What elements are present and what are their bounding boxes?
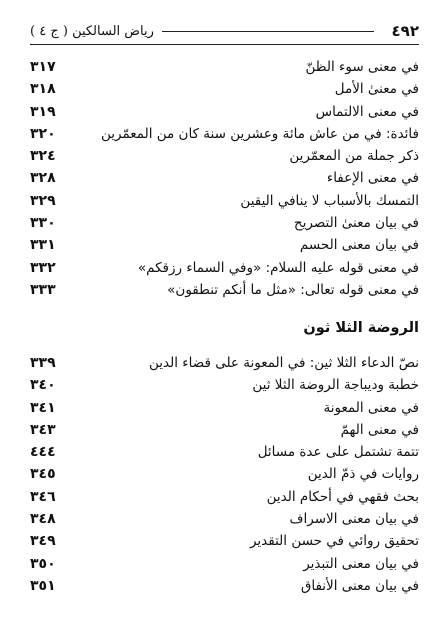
toc-entry-title: نصّ الدعاء الثلا ثين: في المعونة على قضاء الدين	[149, 355, 419, 371]
toc-entry-title: فائدة: في من عاش مائة وعشرين سنة كان من المعمّرين	[100, 125, 419, 142]
toc-entry-page: ٣٣٢	[30, 259, 56, 276]
toc-entry-page: ٣٣١	[30, 237, 56, 254]
toc-entry-page: ٤٤٤	[30, 444, 56, 461]
toc-entry-title: في معنىٰ الأمل	[334, 81, 419, 98]
toc-entry	[30, 279, 419, 301]
toc-entry-page: ٣٢٠	[30, 125, 56, 142]
toc-entry	[30, 56, 419, 78]
toc-entry-title: في بيان معنى التبذير	[303, 555, 419, 572]
section-heading: الروضة الثلا ثون	[303, 320, 419, 336]
toc-entry-title: في بيان معنىٰ التصريح	[293, 215, 419, 232]
toc-entry-title: في معنى الالتماس	[315, 103, 419, 120]
toc-entry	[30, 123, 419, 145]
toc-entry-title: بحث فقهي في أحكام الدين	[266, 488, 419, 505]
toc-entry-title: في بيان معنى الأنفاق	[300, 577, 419, 594]
toc-list-part1	[30, 56, 419, 301]
toc-entry	[30, 530, 419, 552]
page-number: ٤٩٢	[391, 22, 419, 40]
toc-entry	[30, 234, 419, 256]
toc-entry	[30, 508, 419, 530]
header-rule	[162, 31, 374, 32]
toc-entry-title: في معنى سوء الظنّ	[305, 59, 419, 75]
toc-entry-page: ٣٣٩	[30, 355, 56, 371]
toc-entry-title: في معنى الهمّ	[340, 421, 419, 438]
page-header	[30, 18, 419, 45]
toc-entry	[30, 553, 419, 575]
toc-entry	[30, 575, 419, 597]
toc-entry	[30, 145, 419, 167]
toc-entry	[30, 441, 419, 463]
toc-entry	[30, 419, 419, 441]
toc-entry-page: ٣٢٤	[30, 148, 56, 165]
toc-entry-page: ٣٤٩	[30, 533, 56, 550]
toc-entry-title: في معنى المعونة	[323, 399, 419, 416]
toc-entry-page: ٣١٨	[30, 81, 56, 98]
toc-entry-title: التمسك بالأسباب لا ينافي اليقين	[240, 192, 419, 209]
toc-entry-page: ٣٤٨	[30, 511, 56, 528]
toc-entry-page: ٣٤٠	[30, 377, 56, 394]
toc-entry-title: في معنى قوله تعالى: «مثل ما أنكم تنطقون»	[167, 281, 419, 298]
toc-entry-page: ٣٤٦	[30, 488, 56, 505]
toc-entry-page: ٣٤٣	[30, 421, 56, 438]
toc-entry	[30, 463, 419, 485]
toc-entry	[30, 101, 419, 123]
toc-entry	[30, 397, 419, 419]
toc-entry-page: ٣٣٣	[30, 281, 56, 298]
toc-entry-page: ٣٥١	[30, 577, 56, 594]
toc-entry-page: ٣٤٥	[30, 466, 56, 483]
toc-entry	[30, 212, 419, 234]
toc-entry	[30, 257, 419, 279]
toc-entry-title: في بيان معنى الحسم	[299, 237, 419, 254]
toc-entry-page: ٣٣٠	[30, 215, 56, 232]
running-title: رياض السالكين ( ج ٤ )	[30, 23, 154, 39]
toc-entry-page: ٣٢٩	[30, 192, 56, 209]
toc-entry-title: في معنى قوله عليه السلام: «وفي السماء رزقكم»	[137, 259, 419, 276]
toc-entry	[30, 78, 419, 100]
toc-entry-title: في معنى الإعفاء	[326, 170, 419, 187]
toc-entry	[30, 190, 419, 212]
toc-entry-title: ذكر جملة من المعمّرين	[289, 148, 419, 165]
toc-entry	[30, 352, 419, 374]
toc-entry-title: خطبة وديباجة الروضة الثلا ثين	[252, 377, 419, 394]
toc-entry	[30, 374, 419, 396]
toc-entry-title: روايات في ذمّ الدين	[307, 466, 419, 483]
toc-entry-page: ٣٤١	[30, 399, 56, 416]
toc-entry	[30, 167, 419, 189]
toc-entry-page: ٣٢٨	[30, 170, 56, 187]
toc-entry	[30, 486, 419, 508]
toc-entry-page: ٣١٧	[30, 59, 56, 75]
toc-entry-page: ٣١٩	[30, 103, 56, 120]
toc-entry-page: ٣٥٠	[30, 555, 56, 572]
toc-entry-title: تحقيق روائي في حسن التقدير	[249, 533, 419, 550]
toc-entry-title: تتمة تشتمل على عدة مسائل	[257, 444, 419, 461]
toc-entry-title: في بيان معنى الاسراف	[289, 511, 419, 528]
toc-list-part2	[30, 352, 419, 597]
